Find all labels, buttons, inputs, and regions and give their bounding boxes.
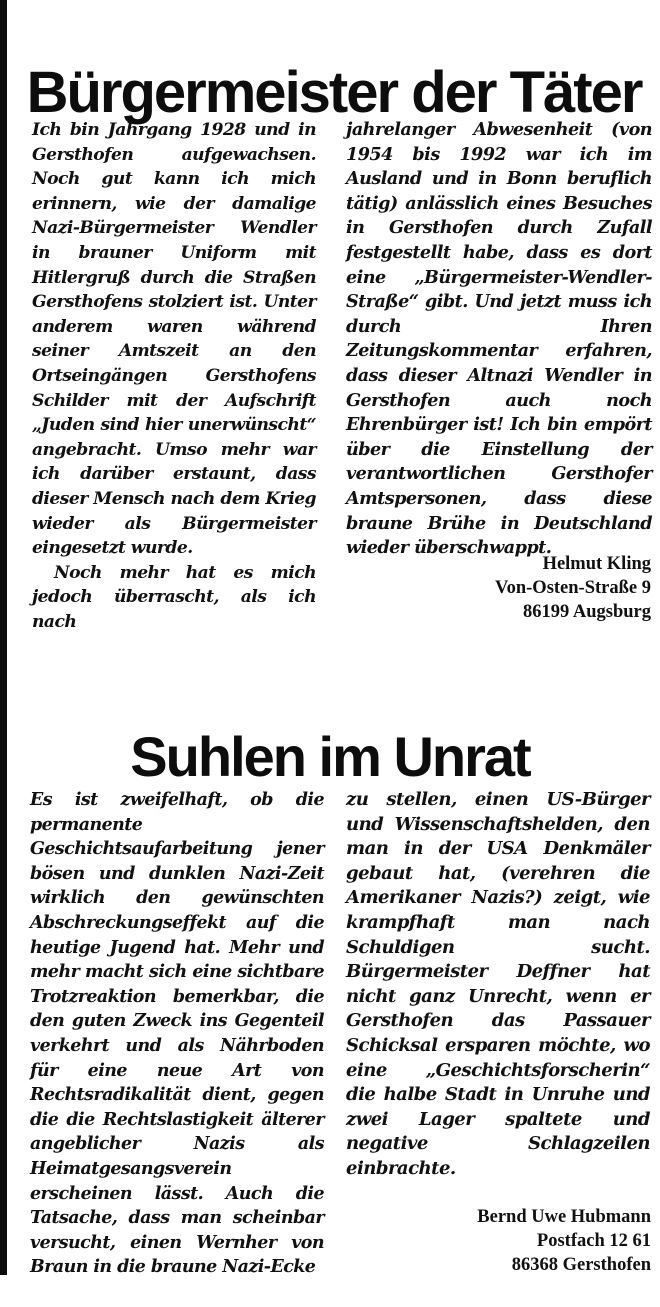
letter-1-paragraph-1: Ich bin Jahrgang 1928 und in Gersthofen aufgewachsen. Noch gut kann ich mich erinnern, wie der damalige Nazi-Bürgermeister Wendler in brauner Uniform mit Hitlergruß durch die Straßen Gersthofens stolziert ist. Unter anderem waren während seiner Amtszeit an den Ortseingängen Gersthofens Schilder mit der Aufschrift „Juden sind hier unerwünscht“ angebracht. Umso mehr war ich darüber erstaunt, dass dieser Mensch nach dem Krieg wieder als Bürgermeister eingesetzt wurde. bbox=[32, 120, 316, 559]
letter-1-signature bbox=[495, 552, 651, 624]
letter-2-column-2 bbox=[346, 788, 650, 1182]
headline-letter-2: Suhlen im Unrat bbox=[130, 724, 530, 788]
letter-1-paragraph-2-end: jahrelanger Abwesenheit (von 1954 bis 1992 war ich im Ausland und in Bonn beruflich tätig) anlässlich eines Besuches in Gersthofen durch Zufall festgestellt habe, dass es dort eine „Bürgermeister-Wendler-Straße“ gibt. Und jetzt muss ich durch Ihren Zeitungskommentar erfahren, dass dieser Altnazi Wendler in Gersthofen auch noch Ehrenbürger ist! Ich bin empört über die Einstellung der verantwortlichen Gersthofer Amtspersonen, dass diese braune Brühe in Deutschland wieder überschwappt. bbox=[346, 119, 652, 559]
letter-2-paragraph-part-2: zu stellen, einen US-Bürger und Wissenschaftshelden, den man in der USA Denkmäler gebaut hat, (verehren die Amerikaner Nazis?) zeigt, wie krampfhaft man nach Schuldigen sucht. Bürgermeister Deffner hat nicht ganz Unrecht, wenn er Gersthofen das Passauer Schicksal ersparen möchte, wo eine „Geschichtsforscherin“ die halbe Stadt in Unruhe und zwei Lager spaltete und negative Schlagzeilen einbrachte. bbox=[346, 789, 650, 1179]
letter-1-column-1 bbox=[32, 118, 316, 634]
letter-2-column-1 bbox=[30, 788, 324, 1280]
signature-city: 86199 Augsburg bbox=[523, 602, 651, 622]
signature-name: Helmut Kling bbox=[542, 554, 651, 574]
signature-street: Von-Osten-Straße 9 bbox=[494, 578, 651, 598]
letter-2-signature bbox=[477, 1205, 651, 1277]
headline-letter-1: Bürgermeister der Täter bbox=[26, 59, 642, 125]
letter-1-column-2 bbox=[346, 118, 652, 561]
signature-name: Bernd Uwe Hubmann bbox=[477, 1207, 651, 1227]
left-border-rule bbox=[0, 0, 7, 1275]
letter-1-paragraph-2-start: Noch mehr hat es mich jedoch überrascht, als ich nach bbox=[32, 562, 316, 632]
signature-street: Postfach 12 61 bbox=[536, 1231, 651, 1251]
letter-2-paragraph-part-1: Es ist zweifelhaft, ob die permanente Geschichtsaufarbeitung jener bösen und dunklen Nazi-Zeit wirklich den gewünschten Abschreckungseffekt auf die heutige Jugend hat. Mehr und mehr macht sich eine sichtbare Trotzreaktion bemerkbar, die den guten Zweck ins Gegenteil verkehrt und als Nährboden für eine neue Art von Rechtsradikalität dient, gegen die die Rechtslastigkeit älterer angeblicher Nazis als Heimatgesangsverein erscheinen lässt. Auch die Tatsache, dass man scheinbar versucht, einen Wernher von Braun in die braune Nazi-Ecke bbox=[30, 790, 324, 1278]
signature-city: 86368 Gersthofen bbox=[511, 1255, 651, 1275]
